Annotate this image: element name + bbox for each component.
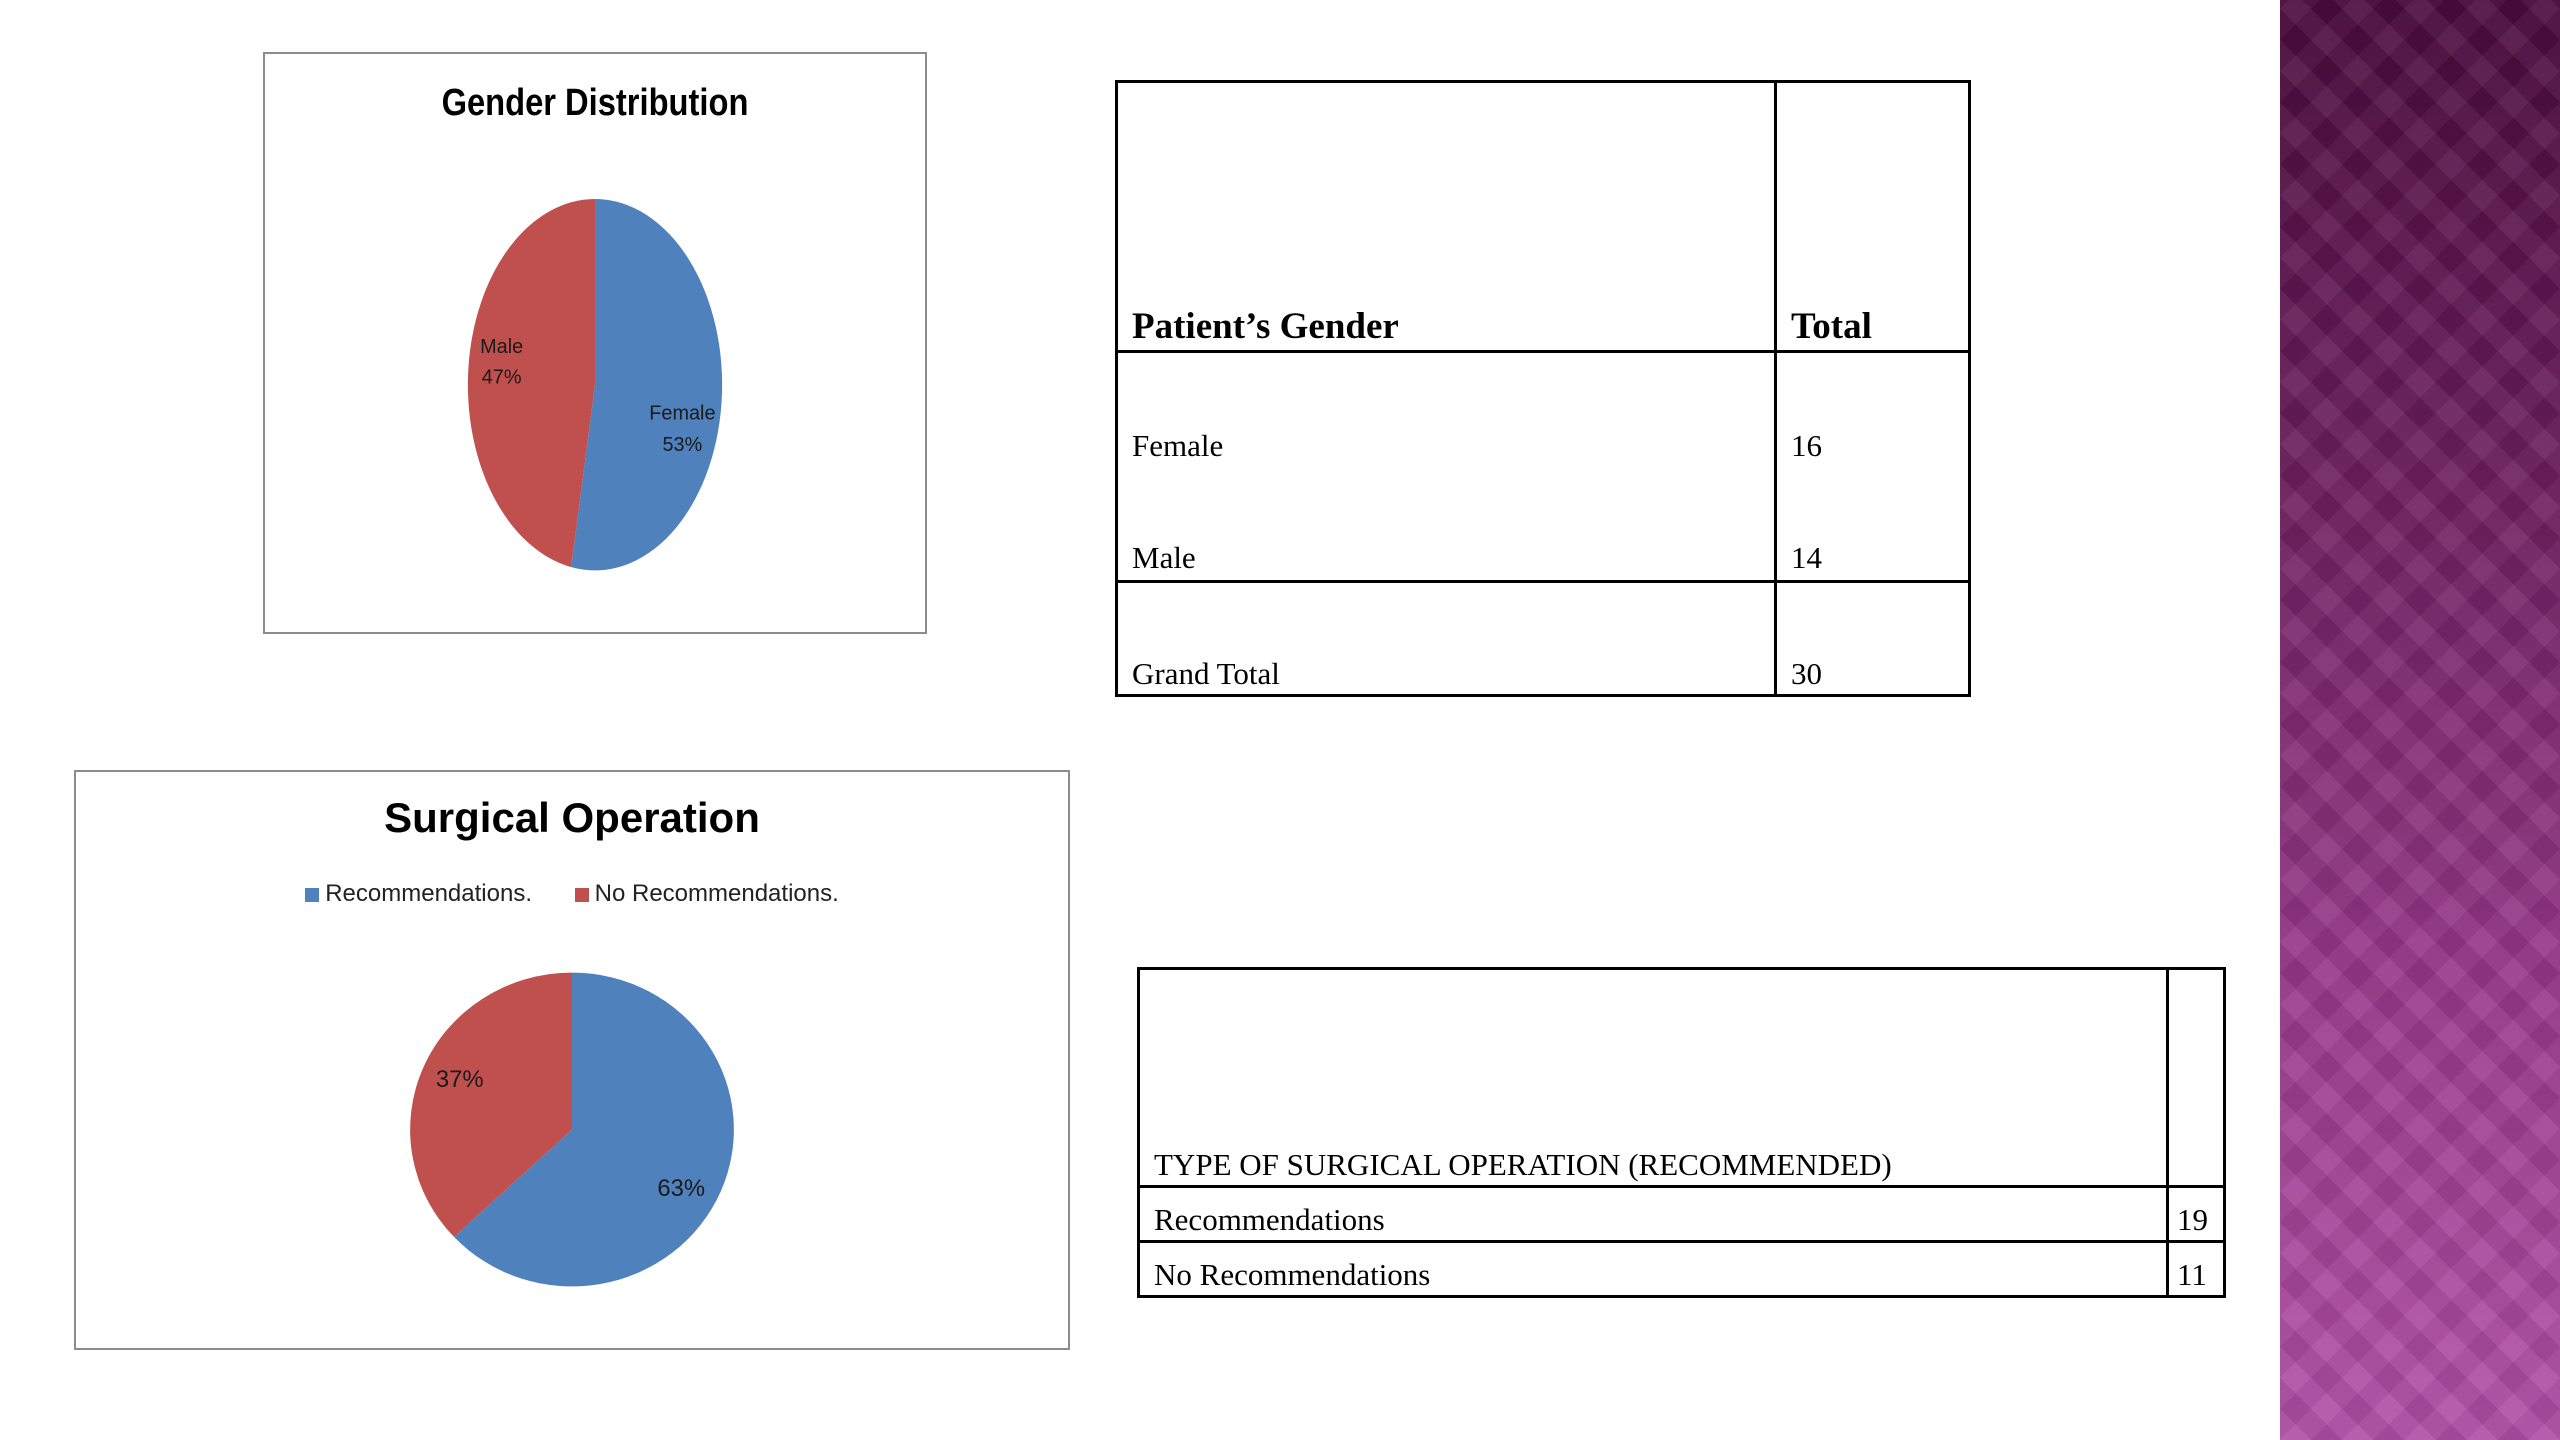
table-row [1139, 1242, 2225, 1297]
male-percent: 47% [481, 366, 522, 389]
table-row [1117, 352, 1970, 582]
surgery-table [1137, 967, 2226, 1298]
legend-label: Recommendations. [325, 880, 532, 907]
table-row [1139, 1187, 2225, 1242]
header-gender: Patient’s Gender [1117, 82, 1776, 352]
female-percent: 53% [662, 434, 703, 457]
recommendations-percent: 63% [657, 1175, 706, 1203]
grand-total-label: Grand Total [1117, 582, 1776, 696]
chart-title: Surgical Operation [384, 794, 760, 841]
grand-total-value: 30 [1776, 582, 1970, 696]
gender-table [1115, 80, 1971, 697]
no-recommendations-percent: 37% [435, 1065, 484, 1093]
gender-distribution-chart [263, 52, 927, 634]
female-label: Female [649, 402, 716, 425]
table-header-row [1139, 969, 2225, 1187]
row-label: No Recommendations [1139, 1242, 2168, 1297]
surgical-operation-chart [74, 770, 1070, 1350]
gender-pie-svg [265, 54, 925, 632]
row-male-total: 14 [1791, 540, 1822, 575]
legend-label: No Recommendations. [594, 880, 839, 907]
header-empty [2168, 969, 2225, 1187]
table-header-row [1117, 82, 1970, 352]
row-value: 19 [2168, 1187, 2225, 1242]
row-female: Female [1132, 428, 1224, 463]
header-total: Total [1776, 82, 1970, 352]
header-operation-type: TYPE OF SURGICAL OPERATION (RECOMMENDED) [1139, 969, 2168, 1187]
surgery-pie-svg [76, 772, 1068, 1348]
total-cell [1776, 352, 1970, 582]
row-value: 11 [2168, 1242, 2225, 1297]
row-female-total: 16 [1791, 428, 1822, 463]
table-total-row [1117, 582, 1970, 696]
row-male: Male [1132, 540, 1196, 575]
row-label: Recommendations [1139, 1187, 2168, 1242]
chart-title: Gender Distribution [441, 82, 749, 124]
male-label: Male [480, 335, 524, 358]
decorative-side-band [2280, 0, 2560, 1440]
gender-cell [1117, 352, 1776, 582]
